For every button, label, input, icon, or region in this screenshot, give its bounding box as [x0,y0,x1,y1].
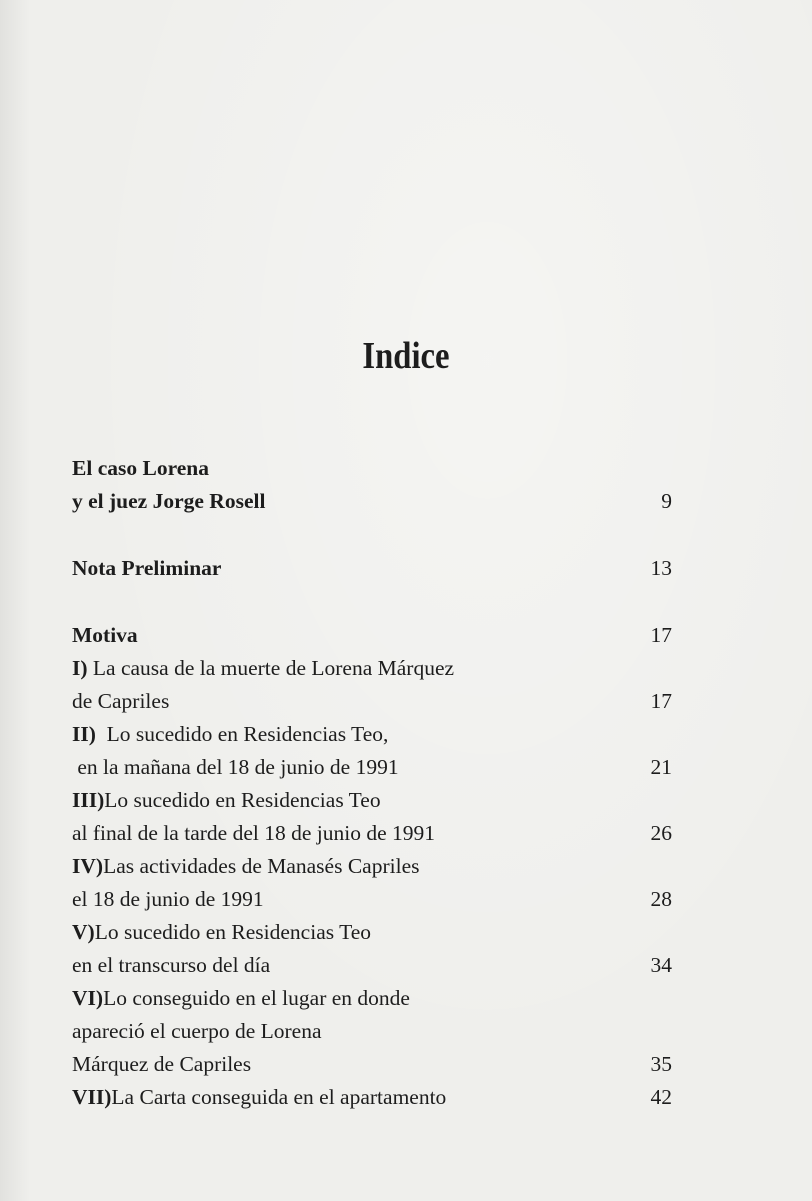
toc-page-number: 42 [650,1085,672,1109]
roman-numeral: VI) [72,986,104,1010]
toc-entry-line: La Carta conseguida en el apartamento [111,1085,447,1109]
toc-entry-text: El caso Lorena [72,456,209,480]
toc-entry-text [72,1081,446,1114]
toc-entry-text [72,916,371,949]
toc-entry-line: el 18 de junio de 1991 [72,887,264,911]
toc-line [72,751,672,784]
toc-line [72,685,672,718]
toc-line [72,883,672,916]
toc-entry-line [72,751,399,784]
toc-page-number: 17 [650,689,672,713]
toc-entry-line: Lo conseguido en el lugar en donde [103,986,410,1010]
toc-line [72,949,672,982]
roman-numeral: VII) [72,1085,112,1109]
toc-page-number: 26 [650,821,672,845]
roman-numeral: II) [72,722,96,746]
toc-page-number: 28 [650,887,672,911]
toc-line [72,652,672,685]
toc-line [72,1015,672,1048]
toc-entry-text: Motiva [72,623,138,647]
roman-numeral: I) [72,656,88,680]
toc-entry-text: y el juez Jorge Rosell [72,489,266,513]
toc-page-number: 17 [650,623,672,647]
toc-page-number: 34 [650,953,672,977]
toc-page-number: 35 [650,1052,672,1076]
toc-line [72,1081,672,1114]
toc-page-number: 13 [650,556,672,580]
roman-numeral: IV) [72,854,104,878]
toc-entry-text [72,652,454,685]
toc-line [72,619,672,652]
toc-entry-line: de Capriles [72,689,170,713]
toc-entry-line: Las actividades de Manasés Capriles [103,854,420,878]
toc-line [72,817,672,850]
toc-entry-line: en el transcurso del día [72,953,271,977]
toc-entry-text: Nota Preliminar [72,556,222,580]
toc-entry-text [72,850,419,883]
toc-entry-line: Lo sucedido en Residencias Teo [104,788,381,812]
toc-entry-text [72,784,381,817]
toc-entry-line-text: en la mañana del 18 de junio de 1991 [77,755,399,779]
toc-line [72,850,672,883]
roman-numeral: V) [72,920,95,944]
toc-entry-line: Lo sucedido en Residencias Teo, [106,722,389,746]
page-title: Indice [362,335,450,377]
toc-entry-line: La causa de la muerte de Lorena Márquez [92,656,455,680]
toc-line [72,452,672,485]
toc-line [72,784,672,817]
toc-line [72,552,672,585]
table-of-contents [72,452,672,1114]
toc-line [72,718,672,751]
toc-line [72,982,672,1015]
toc-line [72,916,672,949]
toc-entry-text [72,718,388,751]
toc-entry-line: apareció el cuerpo de Lorena [72,1019,322,1043]
toc-line [72,485,672,518]
toc-entry-line: al final de la tarde del 18 de junio de 1991 [72,821,435,845]
toc-entry-line: Márquez de Capriles [72,1052,252,1076]
roman-numeral: III) [72,788,105,812]
toc-page-number: 9 [661,489,672,513]
toc-entry-line: Lo sucedido en Residencias Teo [94,920,372,944]
toc-page-number: 21 [650,755,672,779]
toc-entry-text [72,982,410,1015]
toc-line [72,1048,672,1081]
